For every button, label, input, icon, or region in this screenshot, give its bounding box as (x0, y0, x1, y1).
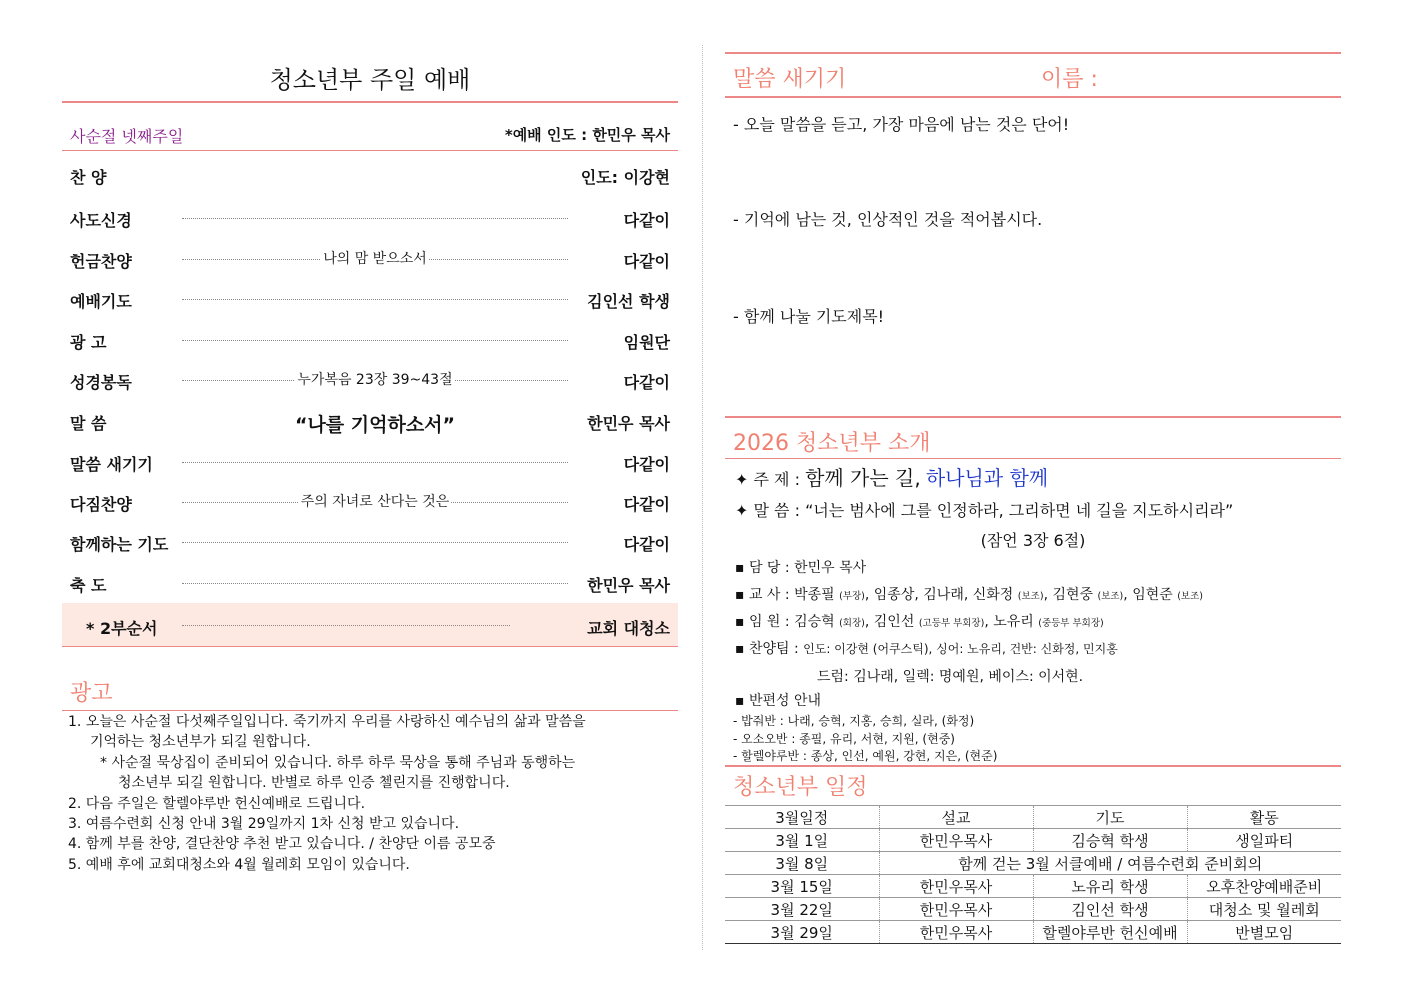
announcement-line: 청소년부 되길 원합니다. 반별로 하루 인증 첼린지를 진행합니다. (118, 775, 510, 792)
reflect-title: 말씀 새기기 (733, 67, 847, 92)
class-line: - 밥줘반 : 나래, 승혁, 지홍, 승희, 실라, (화정) (733, 714, 975, 728)
order-person: 김인선 학생 (587, 292, 670, 311)
order-label: 사도신경 (70, 211, 132, 230)
order-label: 광 고 (70, 333, 107, 352)
name-label: 이름 : (1041, 67, 1098, 92)
schedule-cell: 3월 22일 (725, 898, 879, 921)
order-label: 축 도 (70, 576, 107, 595)
order-row (62, 484, 678, 518)
intro-top-rule (725, 416, 1341, 418)
person-name: 신화정 (972, 587, 1014, 603)
theme-line (735, 462, 1048, 491)
announcements-rule (62, 710, 678, 711)
person-role: (고등부 부회장) (918, 618, 985, 629)
announcement-line: 5. 예배 후에 교회대청소와 4월 월레회 모임이 있습니다. (68, 856, 410, 873)
order-rule (62, 646, 678, 647)
schedule-cell: 대청소 및 월레회 (1187, 898, 1341, 921)
schedule-cell: 김인선 학생 (1033, 898, 1187, 921)
schedule-cell: 할렐야루반 헌신예배 (1033, 921, 1187, 944)
table-row (725, 875, 1341, 898)
person-name: 박종필 (794, 587, 835, 603)
order-detail-text: “나를 기억하소서” (294, 414, 456, 436)
order-detail (182, 410, 568, 437)
teachers-list: 박종필 (부장), 임종상, 김나래, 신화정 (보조), 김현중 (보조), 임현준 (보조) (794, 587, 1203, 603)
announcement-line: 4. 함께 부를 찬양, 결단찬양 추천 받고 있습니다. / 찬양단 이름 공모중 (68, 836, 496, 853)
person-name: 임현준 (1132, 587, 1173, 603)
reflect-prompt: - 기억에 남는 것, 인상적인 것을 적어봅시다. (733, 210, 1043, 229)
order-label: 말 씀 (70, 414, 107, 433)
officers-label: ▪ 임 원 : (735, 614, 795, 630)
order-label: 다짐찬양 (70, 495, 132, 514)
person-name: 김나래 (923, 587, 964, 603)
order-person: 다같이 (623, 455, 670, 474)
schedule-cell: 한민우목사 (879, 875, 1033, 898)
schedule-title: 청소년부 일정 (733, 775, 868, 800)
class-line: - 할렐야루반 : 종상, 인선, 예원, 강현, 지은, (현준) (733, 749, 998, 763)
schedule-header-cell: 설교 (879, 806, 1033, 829)
order-row (62, 524, 678, 558)
order-row (62, 322, 678, 356)
schedule-cell: 반별모임 (1187, 921, 1341, 944)
schedule-cell: 3월 15일 (725, 875, 879, 898)
staff-praise (735, 638, 1118, 658)
order-row (62, 444, 678, 478)
order-label: 찬 양 (70, 168, 107, 187)
announcement-line: 3. 여름수련회 신청 안내 3월 29일까지 1차 신청 받고 있습니다. (68, 816, 460, 833)
schedule-cell: 노유리 학생 (1033, 875, 1187, 898)
page-divider (702, 45, 703, 950)
theme-text-a: 함께 가는 길, (805, 466, 921, 490)
schedule-cell: 오후찬양예배준비 (1187, 875, 1341, 898)
verse-line (735, 498, 1233, 521)
teachers-label: ▪ 교 사 : (735, 587, 795, 603)
order-label: 헌금찬양 (70, 252, 132, 271)
schedule-table (725, 805, 1341, 944)
reflect-prompt: - 함께 나눌 기도제목! (733, 307, 885, 326)
order-person: 인도: 이강현 (580, 168, 670, 187)
person-role: (부장) (839, 591, 865, 602)
announcements-list (68, 712, 678, 875)
schedule-cell: 함께 걷는 3월 서클예배 / 여름수련회 준비회의 (879, 852, 1341, 875)
table-row (725, 829, 1341, 852)
worship-leader-label: *예배 인도 : 한민우 목사 (504, 126, 670, 144)
announcements-title: 광고 (70, 681, 113, 706)
schedule-cell: 3월 1일 (725, 829, 879, 852)
class-line: - 오소오반 : 종필, 유리, 서현, 지원, (현중) (733, 732, 955, 746)
schedule-top-rule (725, 765, 1341, 767)
order-person: 교회 대청소 (587, 619, 670, 638)
schedule-header-cell: 활동 (1187, 806, 1341, 829)
title-rule (62, 101, 678, 103)
table-row (725, 921, 1341, 944)
order-detail (182, 369, 568, 389)
person-role: (중등부 부회장) (1038, 618, 1104, 629)
leader-dots (182, 299, 568, 300)
intro-title: 2026 청소년부 소개 (733, 431, 931, 456)
person-name: 노유리 (993, 614, 1034, 630)
order-row (62, 603, 678, 647)
order-person: 다같이 (623, 495, 670, 514)
verse-text: “너는 범사에 그를 인정하라, 그리하면 네 길을 지도하시리라” (805, 501, 1234, 520)
praise-line-1: 인도: 이강현 (어쿠스틱), 싱어: 노유리, 건반: 신화정, 민지홍 (803, 642, 1118, 656)
order-row (62, 241, 678, 275)
order-label: * 2부순서 (86, 619, 158, 638)
schedule-header-row (725, 806, 1341, 829)
schedule-cell: 3월 8일 (725, 852, 879, 875)
order-person: 다같이 (623, 252, 670, 271)
table-row (725, 852, 1341, 875)
theme-text-b: 하나님과 함께 (925, 466, 1049, 490)
order-person: 다같이 (623, 535, 670, 554)
order-person: 임원단 (623, 333, 670, 352)
person-role: (회장) (839, 618, 865, 629)
theme-label: ✦ 주 제 : (735, 470, 800, 489)
announcement-line: * 사순절 묵상집이 준비되어 있습니다. 하루 하루 묵상을 통해 주님과 동행하는 (100, 754, 576, 771)
order-label: 예배기도 (70, 292, 132, 311)
order-row (62, 200, 678, 234)
leader-dots (182, 462, 568, 463)
person-name: 임종상 (873, 587, 915, 603)
order-row (62, 362, 678, 396)
order-detail (182, 248, 568, 268)
order-label: 성경봉독 (70, 373, 132, 392)
staff-pastor: ▪ 담 당 : 한민우 목사 (735, 560, 867, 576)
leader-dots (182, 625, 510, 626)
order-row (62, 565, 678, 599)
schedule-cell: 김승혁 학생 (1033, 829, 1187, 852)
announcement-line: 2. 다음 주일은 할렐야루반 헌신예배로 드립니다. (68, 795, 366, 812)
intro-bottom-rule (725, 458, 1341, 459)
leader-dots (182, 542, 568, 543)
verse-label: ✦ 말 씀 : (735, 501, 800, 520)
person-name: 김현중 (1052, 587, 1094, 603)
page-title: 청소년부 주일 예배 (269, 66, 471, 94)
verse-reference: (잠언 3장 6절) (980, 531, 1086, 550)
table-row (725, 898, 1341, 921)
praise-line-2: 드럼: 김나래, 일렉: 명예원, 베이스: 이서현. (817, 669, 1084, 685)
order-person: 다같이 (623, 373, 670, 392)
schedule-cell: 한민우목사 (879, 921, 1033, 944)
reflect-prompt: - 오늘 말씀을 듣고, 가장 마음에 남는 것은 단어! (733, 115, 1070, 134)
person-name: 김인선 (873, 614, 915, 630)
schedule-cell: 한민우목사 (879, 898, 1033, 921)
officers-list: 김승혁 (회장), 김인선 (고등부 부회장), 노유리 (중등부 부회장) (794, 614, 1104, 630)
schedule-cell: 생일파티 (1187, 829, 1341, 852)
person-role: (보조) (1177, 591, 1203, 602)
staff-teachers (735, 584, 1203, 604)
order-row (62, 403, 678, 437)
staff-officers (735, 611, 1104, 631)
order-detail-text: 누가복음 23장 39~43절 (297, 372, 453, 388)
order-label: 말씀 새기기 (70, 455, 153, 474)
person-role: (보조) (1097, 591, 1124, 602)
order-person: 다같이 (623, 211, 670, 230)
subheader-rule (62, 150, 678, 151)
reflect-bottom-rule (725, 96, 1341, 98)
leader-dots (182, 340, 568, 341)
leader-dots (182, 218, 568, 219)
order-person: 한민우 목사 (587, 576, 670, 595)
leader-dots (182, 583, 568, 584)
announcement-line: 1. 오늘은 사순절 다섯째주일입니다. 죽기까지 우리를 사랑하신 예수님의 삶과 말씀을 (68, 714, 586, 730)
lent-week-label: 사순절 넷째주일 (70, 127, 184, 146)
order-label: 함께하는 기도 (70, 535, 169, 554)
reflect-top-rule (725, 52, 1341, 54)
order-person: 한민우 목사 (587, 414, 670, 433)
order-detail (182, 491, 568, 511)
schedule-cell: 3월 29일 (725, 921, 879, 944)
schedule-cell: 한민우목사 (879, 829, 1033, 852)
order-detail-text: 나의 맘 받으소서 (323, 251, 427, 267)
schedule-header-cell: 3월일정 (725, 806, 879, 829)
order-row (62, 157, 678, 191)
order-detail-text: 주의 자녀로 산다는 것은 (300, 494, 450, 510)
schedule-header-cell: 기도 (1033, 806, 1187, 829)
person-name: 김승혁 (794, 614, 835, 630)
person-role: (보조) (1017, 591, 1044, 602)
order-row (62, 281, 678, 315)
classes-title: ▪ 반편성 안내 (735, 693, 822, 709)
announcement-line: 기억하는 청소년부가 되길 원합니다. (90, 734, 311, 751)
praise-label: ▪ 찬양팀 : (735, 641, 804, 657)
